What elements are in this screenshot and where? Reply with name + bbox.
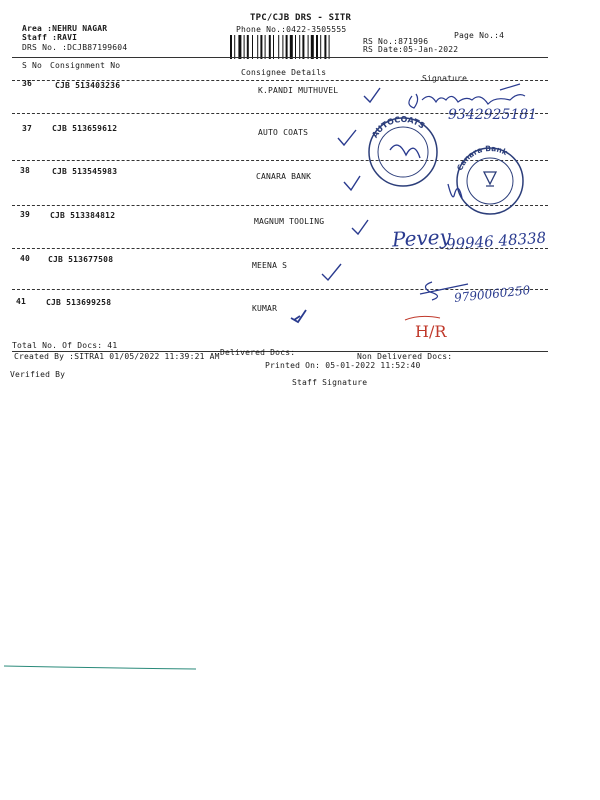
barcode-bar bbox=[316, 35, 318, 59]
tick-icon bbox=[322, 264, 341, 280]
tick-icon bbox=[338, 130, 356, 145]
stray-pen-line bbox=[4, 666, 196, 669]
tick-icon bbox=[344, 176, 360, 190]
row-consignee: CANARA BANK bbox=[256, 172, 312, 181]
signature-scribble bbox=[409, 84, 525, 108]
col-sno-header: S No bbox=[22, 61, 43, 70]
printed-on: Printed On: 05-01-2022 11:52:40 bbox=[265, 361, 421, 370]
barcode-bar bbox=[278, 35, 279, 59]
row-sno: 38 bbox=[20, 166, 31, 175]
tick-icon bbox=[291, 310, 306, 322]
barcode-bar bbox=[244, 35, 245, 59]
staff-label: Staff :RAVI bbox=[22, 33, 78, 42]
col-consignee-header: Consignee Details bbox=[241, 68, 327, 77]
row-sno: 39 bbox=[20, 210, 31, 219]
canara-stamp-text: Canara Bank bbox=[455, 143, 509, 172]
barcode-graphic bbox=[230, 35, 358, 59]
document-title: TPC/CJB DRS - SITR bbox=[250, 13, 352, 23]
row-sno: 40 bbox=[20, 254, 31, 263]
barcode-bar bbox=[269, 35, 271, 59]
handwritten-phone: 9342925181 bbox=[448, 107, 538, 123]
tick-icon bbox=[352, 220, 368, 234]
barcode bbox=[230, 35, 358, 59]
drs-number: DRS No. :DCJB87199604 bbox=[22, 43, 128, 52]
barcode-bar bbox=[230, 35, 232, 59]
row-consignment: CJB 513677508 bbox=[48, 255, 114, 264]
red-mark-stroke bbox=[405, 316, 440, 320]
page-number: Page No.:4 bbox=[454, 31, 505, 40]
row-sno: 37 bbox=[22, 124, 33, 133]
signature-scribble bbox=[448, 184, 462, 198]
row-consignee: K.PANDI MUTHUVEL bbox=[258, 86, 339, 95]
row-consignee: MEENA S bbox=[252, 261, 288, 270]
handwritten-phone: 99946 48338 bbox=[445, 228, 547, 254]
row-consignee: KUMAR bbox=[252, 304, 278, 313]
barcode-bar bbox=[257, 35, 258, 59]
svg-text:AUTOCOATS bbox=[370, 115, 426, 140]
barcode-bar bbox=[302, 35, 304, 59]
row-sno: 41 bbox=[16, 297, 27, 306]
red-hr-mark: H/R bbox=[415, 322, 447, 341]
row-consignment: CJB 513545983 bbox=[52, 167, 118, 176]
barcode-bar bbox=[299, 35, 300, 59]
row-divider bbox=[12, 205, 548, 206]
barcode-bar bbox=[238, 35, 241, 59]
autocoats-stamp-text: AUTOCOATS bbox=[370, 114, 427, 140]
barcode-bar bbox=[252, 35, 253, 59]
header-top-rule bbox=[12, 57, 548, 58]
row-consignee: AUTO COATS bbox=[258, 128, 309, 137]
autocoats-stamp bbox=[369, 115, 437, 186]
barcode-bar bbox=[320, 35, 321, 59]
row-consignee: MAGNUM TOOLING bbox=[254, 217, 325, 226]
barcode-bar bbox=[329, 35, 330, 59]
barcode-bar bbox=[295, 35, 296, 59]
row-sno: 36 bbox=[22, 79, 33, 88]
phone-number: Phone No.:0422-3505555 bbox=[236, 25, 347, 34]
row-consignment: CJB 513403236 bbox=[55, 81, 121, 90]
delivered-docs: Delivered Docs: bbox=[220, 348, 296, 357]
barcode-bar bbox=[290, 35, 293, 59]
created-by: Created By :SITRA1 01/05/2022 11:39:21 AM bbox=[14, 352, 220, 361]
barcode-bar bbox=[247, 35, 249, 59]
row-divider bbox=[12, 113, 548, 114]
barcode-bar bbox=[273, 35, 274, 59]
barcode-bar bbox=[234, 35, 235, 59]
barcode-bar bbox=[265, 35, 266, 59]
canara-bank-stamp bbox=[455, 144, 523, 214]
barcode-bar bbox=[286, 35, 288, 59]
row-consignment: CJB 513659612 bbox=[52, 124, 118, 133]
area-label: Area :NEHRU NAGAR bbox=[22, 24, 108, 33]
signature-pevey: Pevey bbox=[391, 224, 452, 252]
barcode-bar bbox=[311, 35, 314, 59]
barcode-bar bbox=[260, 35, 262, 59]
row-consignment: CJB 513384812 bbox=[50, 211, 116, 220]
rs-number: RS No.:871996 bbox=[363, 37, 429, 46]
verified-by: Verified By bbox=[10, 370, 66, 379]
rs-date: RS Date:05-Jan-2022 bbox=[363, 45, 459, 54]
tick-icon bbox=[364, 88, 380, 102]
barcode-bar bbox=[324, 35, 326, 59]
non-delivered-docs: Non Delivered Docs: bbox=[357, 352, 453, 361]
barcode-bar bbox=[308, 35, 309, 59]
row-consignment: CJB 513699258 bbox=[46, 298, 112, 307]
col-signature-header: Signature bbox=[422, 74, 468, 83]
svg-text:Canara Bank bbox=[455, 144, 510, 172]
col-consignment-header: Consignment No bbox=[50, 61, 121, 70]
row-divider bbox=[12, 248, 548, 249]
staff-signature: Staff Signature bbox=[292, 378, 368, 387]
row-divider bbox=[12, 160, 548, 161]
total-docs: Total No. Of Docs: 41 bbox=[12, 341, 118, 350]
handwritten-phone: 9790060250 bbox=[453, 283, 531, 305]
barcode-bar bbox=[282, 35, 283, 59]
